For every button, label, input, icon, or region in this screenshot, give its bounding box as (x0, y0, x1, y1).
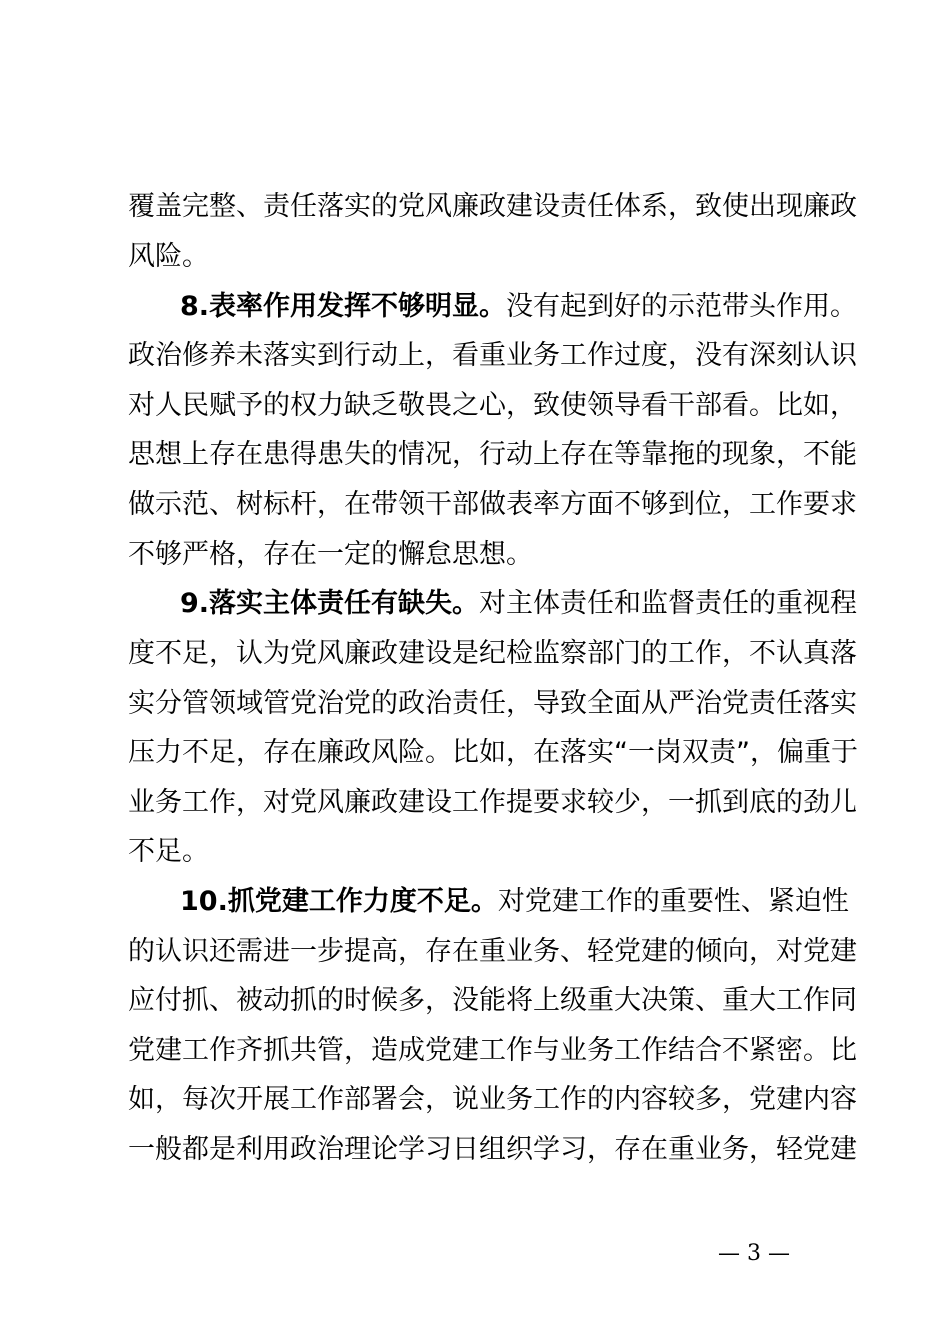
body-line: 一般都是利用政治理论学习日组织学习，存在重业务，轻党建 (128, 1134, 857, 1165)
body-line: 覆盖完整、责任落实的党风廉政建设责任体系，致使出现廉政 (128, 191, 857, 222)
item-heading: 10.抓党建工作力度不足。 (180, 886, 498, 917)
body-line: 压力不足，存在廉政风险。比如，在落实“一岗双责”，偏重于 (128, 737, 858, 768)
body-line: 的认识还需进一步提高，存在重业务、轻党建的倾向，对党建 (128, 936, 857, 967)
paragraph-item-10 (180, 877, 849, 927)
body-line: 不够严格，存在一定的懈怠思想。 (128, 539, 533, 570)
body-line: 如，每次开展工作部署会，说业务工作的内容较多，党建内容 (128, 1084, 857, 1115)
paragraph-item-9 (180, 579, 858, 629)
body-line: 业务工作，对党风廉政建设工作提要求较少，一抓到底的劲儿 (128, 787, 857, 818)
item-heading: 9.落实主体责任有缺失。 (180, 588, 480, 619)
item-heading: 8.表率作用发挥不够明显。 (180, 291, 507, 322)
body-line: 思想上存在患得患失的情况，行动上存在等靠拖的现象，不能 (128, 439, 857, 470)
body-line: 不足。 (128, 836, 209, 867)
body-line: 应付抓、被动抓的时候多，没能将上级重大决策、重大工作同 (128, 985, 857, 1016)
body-line: 实分管领域管党治党的政治责任，导致全面从严治党责任落实 (128, 688, 857, 719)
item-text: 没有起到好的示范带头作用。 (506, 291, 858, 322)
body-line: 度不足，认为党风廉政建设是纪检监察部门的工作，不认真落 (128, 638, 857, 669)
paragraph-item-8 (180, 282, 858, 332)
page-number: — 3 — (718, 1241, 790, 1266)
body-line: 做示范、树标杆，在带领干部做表率方面不够到位，工作要求 (128, 489, 857, 520)
item-text: 对党建工作的重要性、紧迫性 (497, 886, 849, 917)
body-line: 对人民赋予的权力缺乏敬畏之心，致使领导看干部看。比如， (128, 390, 857, 421)
item-text: 对主体责任和监督责任的重视程 (479, 588, 858, 619)
body-line: 党建工作齐抓共管，造成党建工作与业务工作结合不紧密。比 (128, 1035, 857, 1066)
body-line: 风险。 (128, 241, 209, 272)
body-line: 政治修养未落实到行动上，看重业务工作过度，没有深刻认识 (128, 340, 857, 371)
